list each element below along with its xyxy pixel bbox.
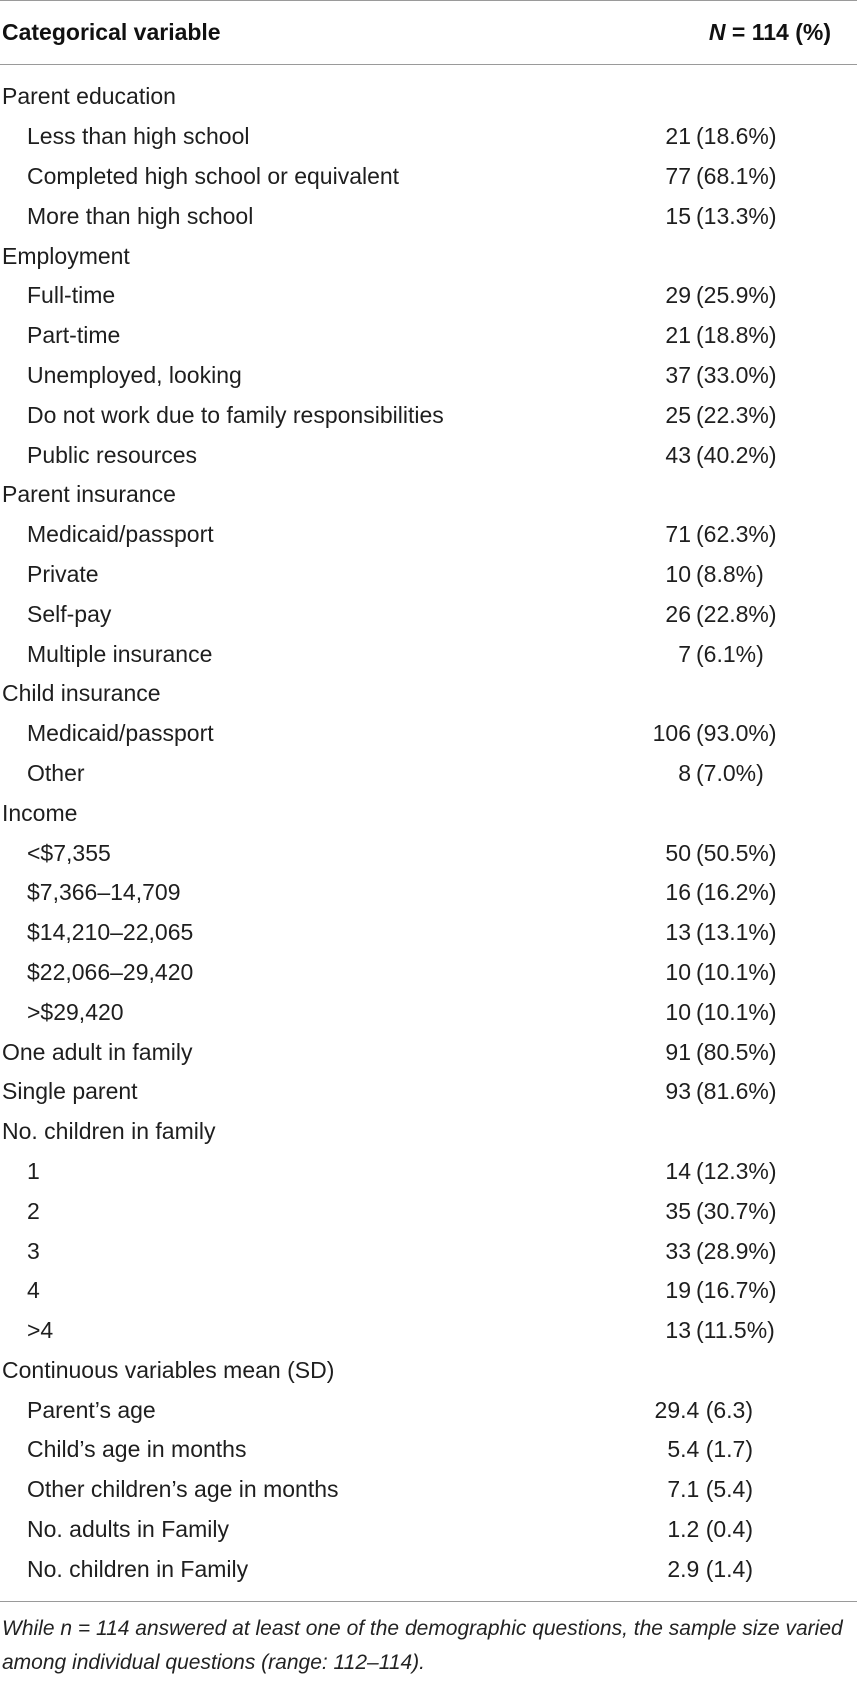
- table-row: [0, 1072, 857, 1112]
- row-count: 35: [665, 1197, 691, 1224]
- row-label: $7,366–14,709: [27, 879, 181, 906]
- row-value: [597, 641, 857, 668]
- row-value: [597, 282, 857, 309]
- row-label: Parent insurance: [2, 481, 176, 508]
- table-row: [0, 754, 857, 794]
- row-label: One adult in family: [2, 1038, 193, 1065]
- row-percent: (16.2%): [696, 879, 777, 906]
- row-count: 25: [665, 401, 691, 428]
- table-row: [0, 1430, 857, 1470]
- table-row: [0, 833, 857, 873]
- row-label: No. children in family: [2, 1118, 216, 1145]
- row-count: 13: [665, 1317, 691, 1344]
- row-label: Private: [27, 560, 99, 587]
- row-mean-sd: 2.9 (1.4): [667, 1555, 753, 1582]
- row-label: Child’s age in months: [27, 1436, 247, 1463]
- row-value: [597, 362, 857, 389]
- table-row: [0, 77, 857, 117]
- header-categorical-variable: Categorical variable: [2, 19, 221, 45]
- row-value: [597, 442, 857, 469]
- row-value: [597, 83, 857, 110]
- row-count: 26: [665, 600, 691, 627]
- row-value: [597, 1118, 857, 1145]
- row-label: Parent education: [2, 83, 176, 110]
- row-value: [597, 1436, 857, 1463]
- row-mean-sd: 1.2 (0.4): [667, 1516, 753, 1543]
- table-row: [0, 674, 857, 714]
- row-percent: (62.3%): [696, 521, 777, 548]
- row-percent: (6.1%): [696, 640, 764, 667]
- row-value: [597, 402, 857, 429]
- row-count: 33: [665, 1237, 691, 1264]
- row-percent: (25.9%): [696, 282, 777, 309]
- table-row: [0, 1231, 857, 1271]
- row-label: $22,066–29,420: [27, 958, 194, 985]
- row-value: [597, 879, 857, 906]
- row-percent: (18.6%): [696, 123, 777, 150]
- table-row: [0, 992, 857, 1032]
- row-label: >$29,420: [27, 998, 124, 1025]
- row-label: Full-time: [27, 282, 116, 309]
- row-percent: (16.7%): [696, 1277, 777, 1304]
- row-percent: (28.9%): [696, 1237, 777, 1264]
- row-percent: (80.5%): [696, 1038, 777, 1065]
- table-row: [0, 395, 857, 435]
- row-count: 14: [665, 1157, 691, 1184]
- row-label: No. children in Family: [27, 1555, 249, 1582]
- row-count: 10: [665, 998, 691, 1025]
- row-label: Self-pay: [27, 600, 112, 627]
- table-body: [0, 65, 857, 1601]
- row-value: [597, 840, 857, 867]
- row-label: Unemployed, looking: [27, 361, 242, 388]
- table-row: [0, 1390, 857, 1430]
- row-label: $14,210–22,065: [27, 919, 194, 946]
- table-row: [0, 953, 857, 993]
- row-count: 19: [665, 1277, 691, 1304]
- row-value: [597, 163, 857, 190]
- row-label: Less than high school: [27, 123, 250, 150]
- row-mean-sd: 29.4 (6.3): [654, 1396, 753, 1423]
- table-row: [0, 873, 857, 913]
- row-label: Do not work due to family responsibilities: [27, 401, 444, 428]
- table-row: [0, 276, 857, 316]
- table-row: [0, 1351, 857, 1391]
- row-percent: (7.0%): [696, 759, 764, 786]
- row-count: 43: [665, 441, 691, 468]
- row-value: [597, 561, 857, 588]
- row-count: 16: [665, 879, 691, 906]
- row-value: [597, 680, 857, 707]
- row-value: [597, 1476, 857, 1503]
- row-percent: (68.1%): [696, 162, 777, 189]
- row-value: [597, 1078, 857, 1105]
- row-count: 77: [665, 162, 691, 189]
- row-value: [597, 1357, 857, 1384]
- row-value: [597, 800, 857, 827]
- row-label: Child insurance: [2, 680, 161, 707]
- row-value: [597, 760, 857, 787]
- table-row: [0, 1271, 857, 1311]
- row-label: Parent’s age: [27, 1396, 156, 1423]
- row-count: 8: [678, 759, 691, 786]
- row-count: 50: [665, 839, 691, 866]
- table-row: [0, 356, 857, 396]
- row-label: Other children’s age in months: [27, 1476, 339, 1503]
- row-value: [597, 203, 857, 230]
- row-count: 13: [665, 919, 691, 946]
- row-count: 7: [678, 640, 691, 667]
- row-count: 21: [665, 322, 691, 349]
- row-label: Completed high school or equivalent: [27, 162, 400, 189]
- row-count: 15: [665, 202, 691, 229]
- row-label: 1: [27, 1157, 40, 1184]
- row-value: [597, 959, 857, 986]
- table-row: [0, 236, 857, 276]
- row-percent: (10.1%): [696, 958, 777, 985]
- row-value: [597, 1516, 857, 1543]
- table-row: [0, 435, 857, 475]
- row-percent: (30.7%): [696, 1197, 777, 1224]
- row-value: [597, 720, 857, 747]
- table-row: [0, 1112, 857, 1152]
- row-count: 29: [665, 282, 691, 309]
- row-value: [597, 1277, 857, 1304]
- row-percent: (12.3%): [696, 1157, 777, 1184]
- table-row: [0, 515, 857, 555]
- row-label: >4: [27, 1317, 54, 1344]
- row-label: Multiple insurance: [27, 640, 213, 667]
- row-value: [597, 1198, 857, 1225]
- row-label: Medicaid/passport: [27, 521, 214, 548]
- table-footnote: While n = 114 answered at least one of the demographic questions, the sample size varied among individual questions (range: 112–114).: [2, 1617, 843, 1675]
- table-header: [0, 1, 857, 64]
- row-count: 10: [665, 560, 691, 587]
- row-percent: (93.0%): [696, 720, 777, 747]
- row-value: [597, 1317, 857, 1344]
- table-row: [0, 1032, 857, 1072]
- row-label: Medicaid/passport: [27, 720, 214, 747]
- row-value: [597, 919, 857, 946]
- header-n-column: [637, 19, 857, 46]
- row-value: [597, 481, 857, 508]
- row-label: Continuous variables mean (SD): [2, 1356, 335, 1383]
- row-value: [597, 243, 857, 270]
- row-label: More than high school: [27, 202, 254, 229]
- table-row: [0, 1191, 857, 1231]
- row-percent: (13.3%): [696, 202, 777, 229]
- row-mean-sd: 7.1 (5.4): [667, 1476, 753, 1503]
- row-value: [597, 123, 857, 150]
- row-value: [597, 1158, 857, 1185]
- row-label: 3: [27, 1237, 40, 1264]
- table-row: [0, 196, 857, 236]
- table-row: [0, 1152, 857, 1192]
- table-row: [0, 1470, 857, 1510]
- row-count: 93: [665, 1078, 691, 1105]
- row-mean-sd: 5.4 (1.7): [667, 1436, 753, 1463]
- table-row: [0, 475, 857, 515]
- row-percent: (22.8%): [696, 600, 777, 627]
- table-row: [0, 714, 857, 754]
- row-percent: (18.8%): [696, 322, 777, 349]
- table-row: [0, 1510, 857, 1550]
- row-label: No. adults in Family: [27, 1516, 229, 1543]
- row-label: Single parent: [2, 1078, 138, 1105]
- row-percent: (10.1%): [696, 998, 777, 1025]
- row-value: [597, 322, 857, 349]
- table-row: [0, 793, 857, 833]
- row-percent: (8.8%): [696, 560, 764, 587]
- row-value: [597, 999, 857, 1026]
- row-label: Public resources: [27, 441, 198, 468]
- row-count: 37: [665, 361, 691, 388]
- row-count: 91: [665, 1038, 691, 1065]
- row-percent: (81.6%): [696, 1078, 777, 1105]
- header-n-symbol: N: [708, 19, 726, 45]
- table-row: [0, 634, 857, 674]
- row-count: 71: [665, 521, 691, 548]
- row-value: [597, 1397, 857, 1424]
- row-label: Income: [2, 799, 78, 826]
- row-value: [597, 1039, 857, 1066]
- row-percent: (13.1%): [696, 919, 777, 946]
- table-row: [0, 157, 857, 197]
- table-row: [0, 1549, 857, 1589]
- row-label: Employment: [2, 242, 130, 269]
- row-value: [597, 601, 857, 628]
- row-percent: (40.2%): [696, 441, 777, 468]
- table-row: [0, 1311, 857, 1351]
- row-label: Part-time: [27, 322, 121, 349]
- row-count: 106: [652, 720, 691, 747]
- row-percent: (33.0%): [696, 361, 777, 388]
- row-value: [597, 1238, 857, 1265]
- row-percent: (22.3%): [696, 401, 777, 428]
- row-value: [597, 521, 857, 548]
- table-row: [0, 913, 857, 953]
- row-percent: (50.5%): [696, 839, 777, 866]
- row-label: Other: [27, 759, 85, 786]
- header-n-value: = 114 (%): [725, 19, 831, 45]
- table-row: [0, 594, 857, 634]
- row-value: [597, 1556, 857, 1583]
- row-count: 21: [665, 123, 691, 150]
- table-row: [0, 555, 857, 595]
- row-label: 2: [27, 1197, 40, 1224]
- table-row: [0, 316, 857, 356]
- row-count: 10: [665, 958, 691, 985]
- row-label: <$7,355: [27, 839, 111, 866]
- table-row: [0, 117, 857, 157]
- row-percent: (11.5%): [696, 1317, 775, 1344]
- row-label: 4: [27, 1277, 40, 1304]
